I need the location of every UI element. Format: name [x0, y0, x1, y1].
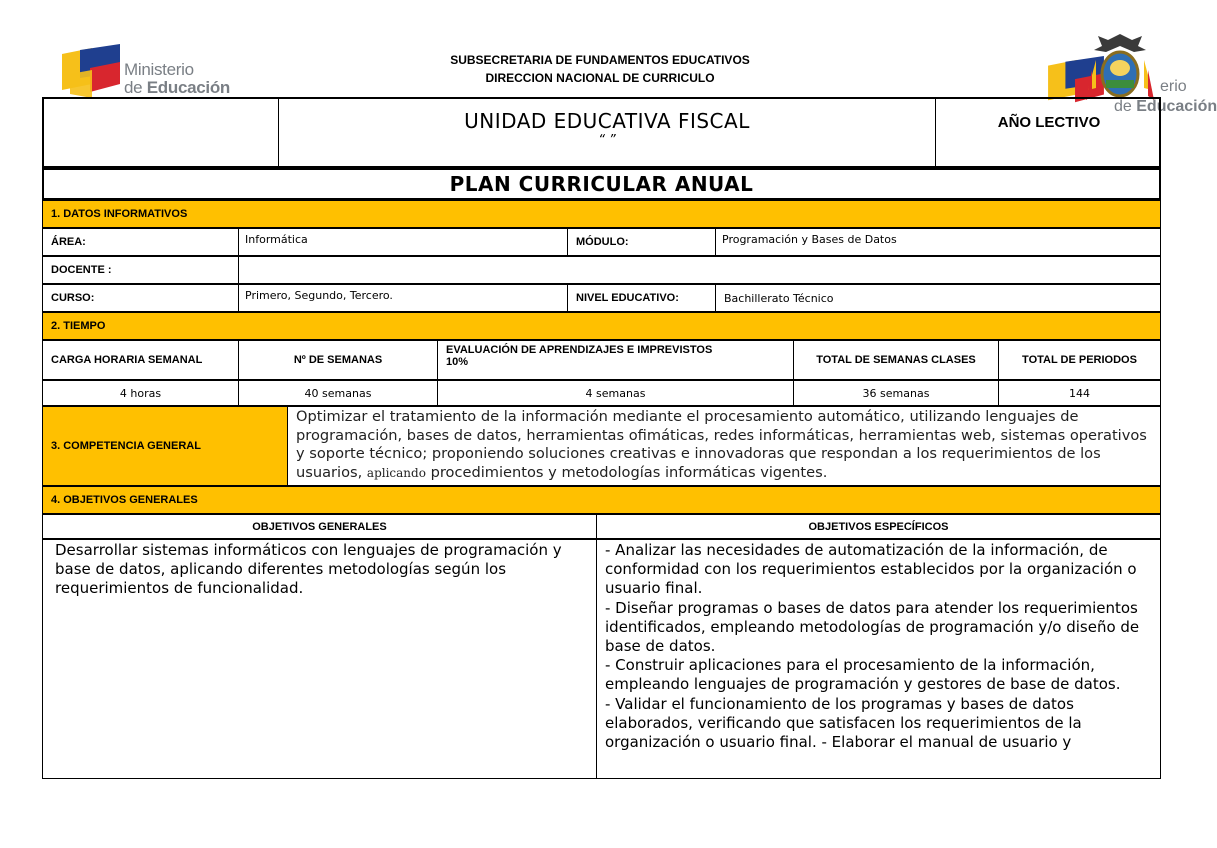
col-objetivos-especificos: OBJETIVOS ESPECÍFICOS: [596, 514, 1161, 539]
year-label: AÑO LECTIVO: [997, 114, 1101, 131]
value-semanas: 40 semanas: [238, 380, 438, 406]
specific-objectives: [596, 539, 1161, 779]
curso-label: CURSO:: [42, 284, 239, 312]
year-cell: [935, 97, 1161, 168]
docente-value: [238, 256, 1161, 284]
curso-value: Primero, Segundo, Tercero.: [238, 284, 568, 312]
plan-title: PLAN CURRICULAR ANUAL: [42, 168, 1161, 200]
logo-left-line1: Ministerio: [124, 60, 194, 79]
header-evaluacion: [437, 340, 794, 380]
competencia-text: Optimizar el tratamiento de la información mediante el procesamiento automático, utilizando lenguajes de programación, bases de datos, herramientas ofimáticas, redes informáticas, herramientas web, sistemas operativos y soporte técnico; proponiendo soluciones creativas e innovadoras que respondan a los requerimientos de los usuarios, aplicando procedimientos y metodologías informáticas vigentes.: [287, 406, 1161, 486]
general-objective: Desarrollar sistemas informáticos con lenguajes de programación y base de datos, aplicando diferentes metodologías según los requerimientos de funcionalidad.: [42, 539, 597, 779]
section4-heading: 4. OBJETIVOS GENERALES: [42, 486, 1161, 514]
specific-objective-item: - Diseñar programas o bases de datos para atender los requerimientos identificados, empleando metodologías de programación y/o diseño de base de datos.: [605, 598, 1140, 656]
logo-left-line2: de Educación: [124, 78, 230, 97]
nivel-value: Bachillerato Técnico: [715, 284, 1161, 312]
direccion-heading: DIRECCION NACIONAL DE CURRICULO: [485, 71, 715, 85]
header-total-periodos: TOTAL DE PERIODOS: [998, 340, 1161, 380]
value-total-semanas: 36 semanas: [793, 380, 999, 406]
value-total-periodos: 144: [998, 380, 1161, 406]
modulo-label: MÓDULO:: [567, 228, 716, 256]
section1-heading: 1. DATOS INFORMATIVOS: [42, 200, 1161, 228]
docente-label: DOCENTE :: [42, 256, 239, 284]
area-label: ÁREA:: [42, 228, 239, 256]
specific-objective-item: - Validar el funcionamiento de los programas y bases de datos elaborados, verificando que satisfacen los requerimientos de la organización o usuario final. - Elaborar el manual de usuario y: [605, 694, 1082, 752]
logo-right-line2: de Educación: [1114, 98, 1217, 115]
subsecretaria-heading: SUBSECRETARIA DE FUNDAMENTOS EDUCATIVOS: [450, 53, 750, 67]
modulo-value: Programación y Bases de Datos: [715, 228, 1161, 256]
specific-objective-item: - Analizar las necesidades de automatización de la información, de conformidad con los requerimientos establecidos por la organización o usuario final.: [605, 541, 1137, 598]
header-semanas: Nº DE SEMANAS: [238, 340, 438, 380]
logo-right-line1: erio: [1160, 78, 1187, 95]
header-total-semanas: TOTAL DE SEMANAS CLASES: [793, 340, 999, 380]
value-carga-horaria: 4 horas: [42, 380, 239, 406]
specific-objective-item: - Construir aplicaciones para el procesamiento de la información, empleando lenguajes de programación y gestores de base de datos.: [605, 656, 1121, 694]
section2-heading: 2. TIEMPO: [42, 312, 1161, 340]
header-evaluacion-text: EVALUACIÓN DE APRENDIZAJES E IMPREVISTOS: [446, 344, 713, 356]
nivel-label: NIVEL EDUCATIVO:: [567, 284, 716, 312]
section3-heading: 3. COMPETENCIA GENERAL: [42, 406, 288, 486]
value-evaluacion: 4 semanas: [437, 380, 794, 406]
header-evaluacion-percent: 10%: [446, 356, 469, 368]
col-objetivos-generales: OBJETIVOS GENERALES: [42, 514, 597, 539]
school-quotes: “ ”: [598, 133, 616, 148]
area-value: Informática: [238, 228, 568, 256]
school-name: UNIDAD EDUCATIVA FISCAL: [464, 109, 750, 133]
header-carga-horaria: CARGA HORARIA SEMANAL: [42, 340, 239, 380]
title-logo-cell: [42, 97, 279, 168]
school-name-cell: [278, 97, 936, 168]
